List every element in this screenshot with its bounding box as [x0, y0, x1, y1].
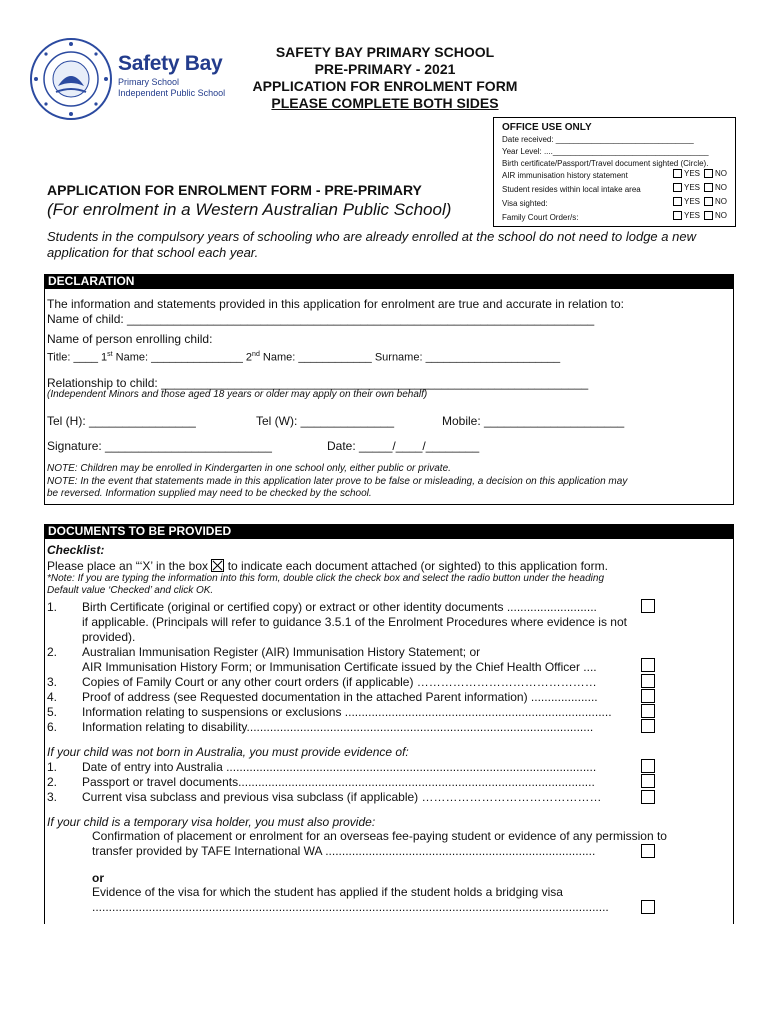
person-enrolling-label: Name of person enrolling child: — [47, 332, 213, 346]
doc-item-birth-cert-cont: if applicable. (Principals will refer to guidance 3.5.1 of the Enrolment Procedures where evidence is not provided). — [82, 615, 627, 644]
documents-heading: DOCUMENTS TO BE PROVIDED — [44, 524, 734, 539]
office-use-title: OFFICE USE ONLY — [502, 122, 592, 133]
air-checkbox[interactable] — [641, 658, 655, 672]
bridging-visa-text: Evidence of the visa for which the student has applied if the student holds a bridging visa — [92, 885, 563, 899]
typing-note-cont: Default value ‘Checked’ and click OK. — [47, 585, 214, 596]
school-name: SAFETY BAY PRIMARY SCHOOL — [275, 44, 495, 60]
form-title: APPLICATION FOR ENROLMENT FORM - PRE-PRIMARY — [47, 182, 422, 198]
intake-no-checkbox[interactable] — [704, 183, 713, 192]
or-label: or — [92, 871, 104, 885]
disability-checkbox[interactable] — [641, 719, 655, 733]
not-born-heading: If your child was not born in Australia, you must provide evidence of: — [47, 745, 409, 759]
visa-subclass-checkbox[interactable] — [641, 790, 655, 804]
proof-address-checkbox[interactable] — [641, 689, 655, 703]
tel-work-field[interactable]: Tel (W): ______________ — [256, 414, 395, 428]
intake-yes-no: YES NO — [669, 183, 727, 192]
logo-name: Safety Bay — [118, 52, 223, 75]
intake-yes-checkbox[interactable] — [673, 183, 682, 192]
temp-visa-heading: If your child is a temporary visa holder, you must also provide: — [47, 815, 376, 829]
child-name-field[interactable]: Name of child: ______________________________________________________________________ — [47, 312, 595, 326]
declaration-section — [44, 289, 734, 505]
form-name-heading: APPLICATION FOR ENROLMENT FORM — [252, 78, 518, 94]
false-statement-note: NOTE: In the event that statements made in this application later prove to be false or misleading, a decision on this application may — [47, 476, 628, 487]
birth-cert-checkbox[interactable] — [641, 599, 655, 613]
date-received-field[interactable]: Date received: _______________________________ — [502, 135, 694, 144]
logo-subtitle — [118, 77, 225, 99]
court-yes-no: YES NO — [669, 211, 727, 220]
visa-no-checkbox[interactable] — [704, 197, 713, 206]
typing-note: *Note: If you are typing the information into this form, double click the check box and select the radio button under the heading — [47, 573, 605, 584]
visa-sighted-label: Visa sighted: — [502, 199, 548, 208]
local-intake-label: Student resides within local intake area — [502, 185, 641, 194]
kindergarten-note: NOTE: Children may be enrolled in Kindergarten in one school only, either public or private. — [47, 463, 451, 474]
document-header — [220, 44, 550, 112]
visa-yes-checkbox[interactable] — [673, 197, 682, 206]
entry-date-checkbox[interactable] — [641, 759, 655, 773]
air-no-checkbox[interactable] — [704, 169, 713, 178]
checkbox-instruction: Please place an “‘X’ in the box to indicate each document attached (or sighted) to this application form. — [47, 559, 608, 573]
compulsory-years-note: Students in the compulsory years of schooling who are already enrolled at the school do not need to lodge a new application for that school each year. — [47, 229, 696, 260]
court-no-checkbox[interactable] — [704, 211, 713, 220]
passport-checkbox[interactable] — [641, 774, 655, 788]
court-order-label: Family Court Order/s: — [502, 213, 579, 222]
air-yes-no: YES NO — [669, 169, 727, 178]
year-heading: PRE-PRIMARY - 2021 — [314, 61, 456, 77]
declaration-heading: DECLARATION — [44, 274, 734, 289]
bridging-visa-checkbox[interactable] — [641, 900, 655, 914]
air-statement-label: AIR immunisation history statement — [502, 171, 628, 180]
declaration-intro: The information and statements provided in this application for enrolment are true and accurate in relation to: — [47, 297, 624, 311]
false-statement-note-cont: be reversed. Information supplied may need to be checked by the school. — [47, 488, 372, 499]
court-orders-checkbox[interactable] — [641, 674, 655, 688]
relationship-note: (Independent Minors and those aged 18 years or older may apply on their own behalf) — [47, 389, 428, 400]
bridging-visa-dots: ........................................................................................................................................................... — [92, 900, 609, 914]
logo-line1: Primary School — [118, 77, 180, 87]
form-subtitle: (For enrolment in a Western Australian Public School) — [47, 200, 452, 219]
checklist-label: Checklist: — [47, 543, 105, 557]
tel-home-field[interactable]: Tel (H): ________________ — [47, 414, 196, 428]
mobile-field[interactable]: Mobile: _____________________ — [442, 414, 625, 428]
temp-visa-checkbox[interactable] — [641, 844, 655, 858]
birth-cert-sighted: Birth certificate/Passport/Travel document sighted (Circle). — [502, 159, 709, 168]
relationship-field[interactable]: Relationship to child: ________________________________________________________________ — [47, 376, 589, 390]
visa-yes-no: YES NO — [669, 197, 727, 206]
suspensions-checkbox[interactable] — [641, 704, 655, 718]
temp-visa-text: Confirmation of placement or enrolment for an overseas fee-paying student or evidence of any permission to — [92, 829, 667, 843]
office-use-box — [493, 117, 736, 227]
court-yes-checkbox[interactable] — [673, 211, 682, 220]
air-yes-checkbox[interactable] — [673, 169, 682, 178]
logo-line2: Independent Public School — [118, 88, 226, 98]
x-checkbox-example-icon — [211, 559, 224, 572]
temp-visa-text-cont: transfer provided by TAFE International WA ................................................................................. — [92, 844, 596, 858]
complete-both-sides: PLEASE COMPLETE BOTH SIDES — [271, 95, 499, 111]
school-seal-logo — [28, 36, 114, 122]
year-level-field[interactable]: Year Level: ....___________________________________ — [502, 147, 709, 156]
signature-field[interactable]: Signature: _________________________ — [47, 439, 272, 453]
name-fields-row[interactable]: Title: ____ 1st Name: _______________ 2nd Name: ____________ Surname: ______________________ — [47, 351, 561, 364]
date-field[interactable]: Date: _____/____/________ — [327, 439, 480, 453]
